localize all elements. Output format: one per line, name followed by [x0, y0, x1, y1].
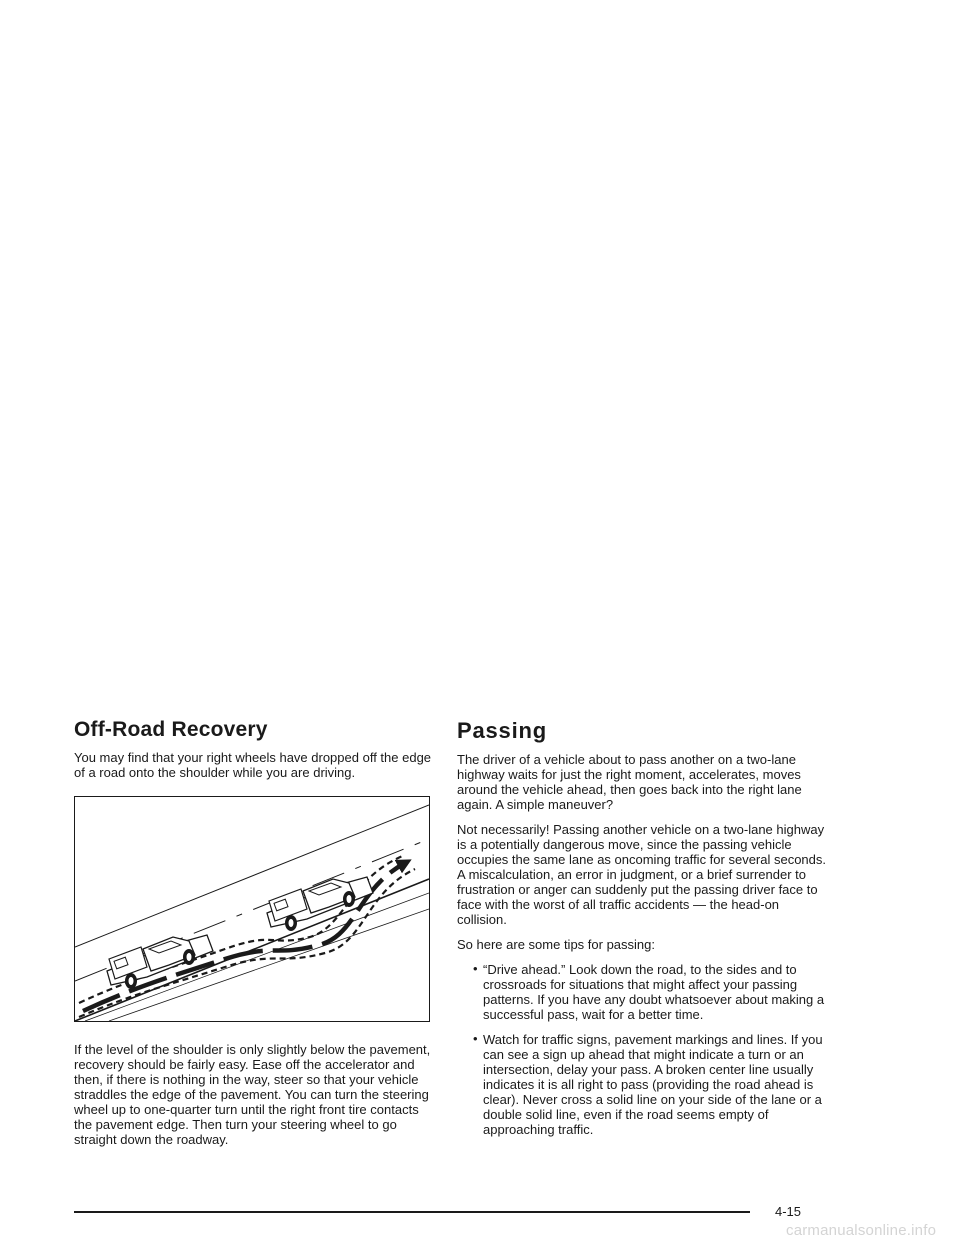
section-heading: Off-Road Recovery: [74, 718, 268, 741]
bullet-icon: •: [473, 961, 478, 976]
section-heading: Passing: [457, 718, 547, 743]
passing-paragraph: The driver of a vehicle about to pass another on a two-lane highway waits for just the right moment, accelerates, moves around the vehicle ahead, then goes back into the right lane again. A simple maneuver?: [457, 752, 802, 812]
list-item: [473, 1032, 829, 1137]
page-number: 4-15: [775, 1204, 802, 1219]
intro-paragraph: You may find that your right wheels have dropped off the edge of a road onto the shoulder while you are driving.: [74, 750, 432, 780]
list-item-text: “Drive ahead.” Look down the road, to the sides and to crossroads for situations that might affect your passing patterns. If you have any doubt whatsoever about making a successful pass, wait for a better time.: [483, 962, 825, 1022]
truck-recovery-illustration: [74, 796, 430, 1022]
passing-paragraph: So here are some tips for passing:: [457, 937, 655, 952]
bullet-icon: •: [473, 1031, 478, 1046]
passing-section: [457, 718, 829, 1147]
list-item: [473, 962, 829, 1022]
list-item-text: Watch for traffic signs, pavement markings and lines. If you can see a sign up ahead that might indicate a turn or an intersection, delay your pass. A broken center line usually indicates it is all right to pass (providing the road ahead is clear). Never cross a solid line on your side of the lane or a double solid line, even if the road seems empty of approaching traffic.: [483, 1032, 823, 1137]
passing-tips-list: [457, 962, 829, 1137]
recovery-paragraph: If the level of the shoulder is only slightly below the pavement, recovery should be fairly easy. Ease off the accelerator and then, if there is nothing in the way, steer so that your vehicle straddles the edge of the pavement. You can turn the steering wheel up to one-quarter turn until the right front tire contacts the pavement edge. Then turn your steering wheel to go straight down the roadway.: [74, 1042, 431, 1147]
watermark: carmanualsonline.info: [786, 1222, 937, 1239]
passing-paragraph: Not necessarily! Passing another vehicle on a two-lane highway is a potentially dangerous move, since the passing vehicle occupies the same lane as oncoming traffic for several seconds. A miscalculation, an error in judgment, or a brief surrender to frustration or anger can suddenly put the passing driver face to face with the worst of all traffic accidents — the head-on collision.: [457, 822, 827, 927]
footer-rule: [74, 1211, 750, 1213]
off-road-recovery-section: [74, 718, 434, 1157]
